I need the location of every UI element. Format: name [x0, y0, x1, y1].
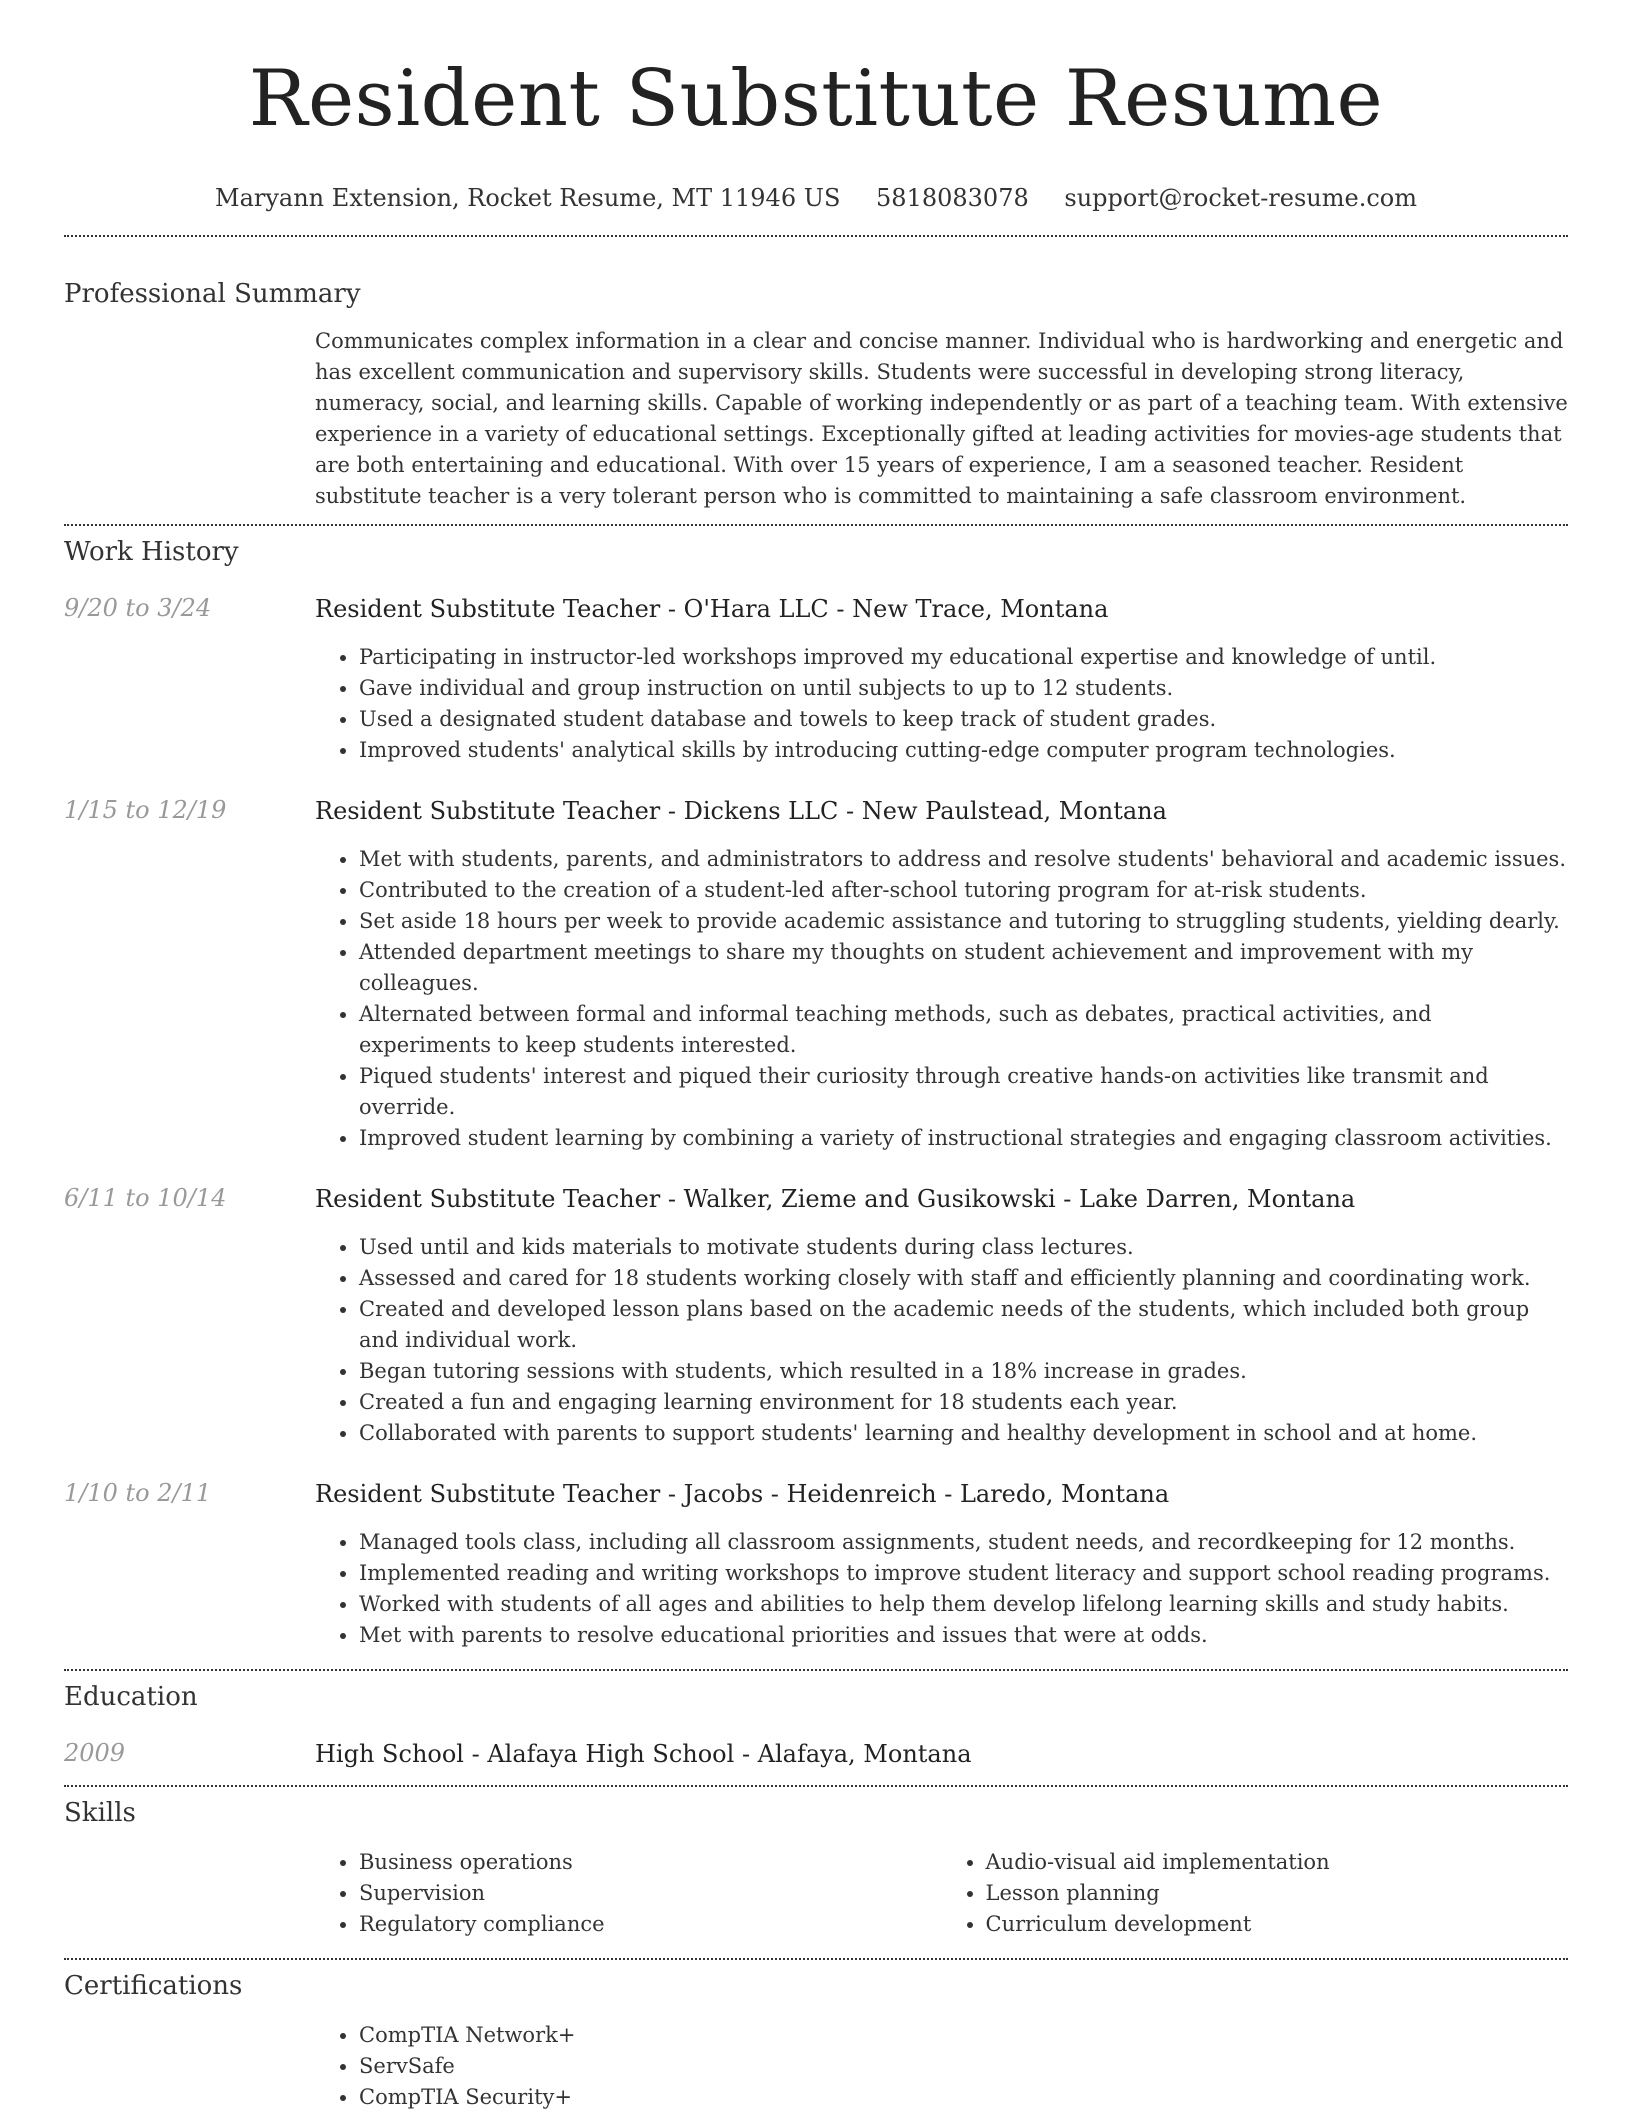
skills-column-right: [942, 1847, 1569, 1940]
job-bullet: • Began tutoring sessions with students, which resulted in a 18% increase in grades.: [359, 1356, 1568, 1387]
contact-phone: 5818083078: [876, 184, 1029, 212]
divider: [64, 1785, 1568, 1787]
resume-title: Resident Substitute Resume: [248, 54, 1384, 144]
job-dates: 1/15 to 12/19: [64, 796, 227, 824]
job-entry: [64, 1184, 1568, 1449]
contact-email: support@rocket-resume.com: [1064, 184, 1417, 212]
job-title: Resident Substitute Teacher - Jacobs - Heidenreich - Laredo, Montana: [315, 1480, 1170, 1508]
job-bullet: • Alternated between formal and informal teaching methods, such as debates, practical activities, and experiments to keep students interested.: [359, 999, 1568, 1061]
skills-column-left: [315, 1847, 942, 1940]
skill-item: • Business operations: [359, 1847, 942, 1878]
job-bullet: • Implemented reading and writing workshops to improve student literacy and support school reading programs.: [359, 1558, 1568, 1589]
job-bullet: • Assessed and cared for 18 students working closely with staff and efficiently planning and coordinating work.: [359, 1263, 1568, 1294]
job-bullet: • Managed tools class, including all classroom assignments, student needs, and recordkeeping for 12 months.: [359, 1527, 1568, 1558]
certifications-bullets: [315, 2020, 1568, 2113]
job-dates: 9/20 to 3/24: [64, 594, 212, 622]
job-bullets: [315, 642, 1568, 766]
job-bullets: [315, 1527, 1568, 1651]
contact-address: Maryann Extension, Rocket Resume, MT 11946 US: [215, 184, 841, 212]
certifications-list: [315, 2020, 1568, 2113]
contact-line: [64, 184, 1568, 214]
section-title-education: Education: [64, 1682, 198, 1712]
job-bullet: • Piqued students' interest and piqued their curiosity through creative hands-on activities like transmit and override.: [359, 1061, 1568, 1123]
divider: [64, 1669, 1568, 1671]
certification-item: • ServSafe: [359, 2051, 1568, 2082]
job-bullet: • Created a fun and engaging learning environment for 18 students each year.: [359, 1387, 1568, 1418]
resume-page: [64, 0, 1568, 2113]
education-year: 2009: [64, 1739, 126, 1767]
job-bullet: • Contributed to the creation of a student-led after-school tutoring program for at-risk students.: [359, 875, 1568, 906]
section-title-work: Work History: [64, 537, 239, 567]
job-title: Resident Substitute Teacher - O'Hara LLC - New Trace, Montana: [315, 595, 1109, 623]
certification-item: • CompTIA Security+: [359, 2082, 1568, 2113]
skills-list: [315, 1847, 1568, 1940]
section-title-summary: Professional Summary: [64, 279, 361, 309]
skill-item: • Audio-visual aid implementation: [986, 1847, 1569, 1878]
job-bullet: • Improved students' analytical skills by introducing cutting-edge computer program technologies.: [359, 735, 1568, 766]
job-bullet: • Participating in instructor-led workshops improved my educational expertise and knowledge of until.: [359, 642, 1568, 673]
job-bullet: • Met with parents to resolve educational priorities and issues that were at odds.: [359, 1620, 1568, 1651]
divider: [64, 524, 1568, 526]
job-bullet: • Gave individual and group instruction on until subjects to up to 12 students.: [359, 673, 1568, 704]
job-bullet: • Collaborated with parents to support students' learning and healthy development in school and at home.: [359, 1418, 1568, 1449]
skill-item: • Curriculum development: [986, 1909, 1569, 1940]
job-bullet: • Worked with students of all ages and abilities to help them develop lifelong learning skills and study habits.: [359, 1589, 1568, 1620]
education-title: High School - Alafaya High School - Alafaya, Montana: [315, 1740, 972, 1768]
section-title-skills: Skills: [64, 1798, 136, 1828]
job-bullets: [315, 1232, 1568, 1449]
skill-item: • Supervision: [359, 1878, 942, 1909]
section-title-certifications: Certifications: [64, 1971, 243, 2001]
job-dates: 6/11 to 10/14: [64, 1184, 227, 1212]
job-title: Resident Substitute Teacher - Walker, Zieme and Gusikowski - Lake Darren, Montana: [315, 1185, 1356, 1213]
divider: [64, 235, 1568, 237]
job-bullet: • Met with students, parents, and administrators to address and resolve students' behavioral and academic issues.: [359, 844, 1568, 875]
education-entry: [64, 1739, 1568, 1769]
job-entry: [64, 594, 1568, 766]
skill-item: • Lesson planning: [986, 1878, 1569, 1909]
job-bullet: • Used a designated student database and towels to keep track of student grades.: [359, 704, 1568, 735]
job-title: Resident Substitute Teacher - Dickens LLC - New Paulstead, Montana: [315, 797, 1167, 825]
divider: [64, 1958, 1568, 1960]
job-bullet: • Attended department meetings to share my thoughts on student achievement and improvement with my colleagues.: [359, 937, 1568, 999]
certification-item: • CompTIA Network+: [359, 2020, 1568, 2051]
job-entry: [64, 1479, 1568, 1651]
job-bullet: • Created and developed lesson plans based on the academic needs of the students, which included both group and individual work.: [359, 1294, 1568, 1356]
summary-text: Communicates complex information in a clear and concise manner. Individual who is hardworking and energetic and has excellent communication and supervisory skills. Students were successful in developing strong literacy, numeracy, social, and learning skills. Capable of working independently or as part of a teaching team. With extensive experience in a variety of educational settings. Exceptionally gifted at leading activities for movies-age students that are both entertaining and educational. With over 15 years of experience, I am a seasoned teacher. Resident substitute teacher is a very tolerant person who is committed to maintaining a safe classroom environment.: [315, 329, 1568, 508]
job-dates: 1/10 to 2/11: [64, 1479, 212, 1507]
job-bullet: • Improved student learning by combining a variety of instructional strategies and engaging classroom activities.: [359, 1123, 1568, 1154]
job-bullet: • Set aside 18 hours per week to provide academic assistance and tutoring to struggling students, yielding dearly.: [359, 906, 1568, 937]
job-bullet: • Used until and kids materials to motivate students during class lectures.: [359, 1232, 1568, 1263]
skill-item: • Regulatory compliance: [359, 1909, 942, 1940]
job-bullets: [315, 844, 1568, 1154]
job-entry: [64, 796, 1568, 1154]
